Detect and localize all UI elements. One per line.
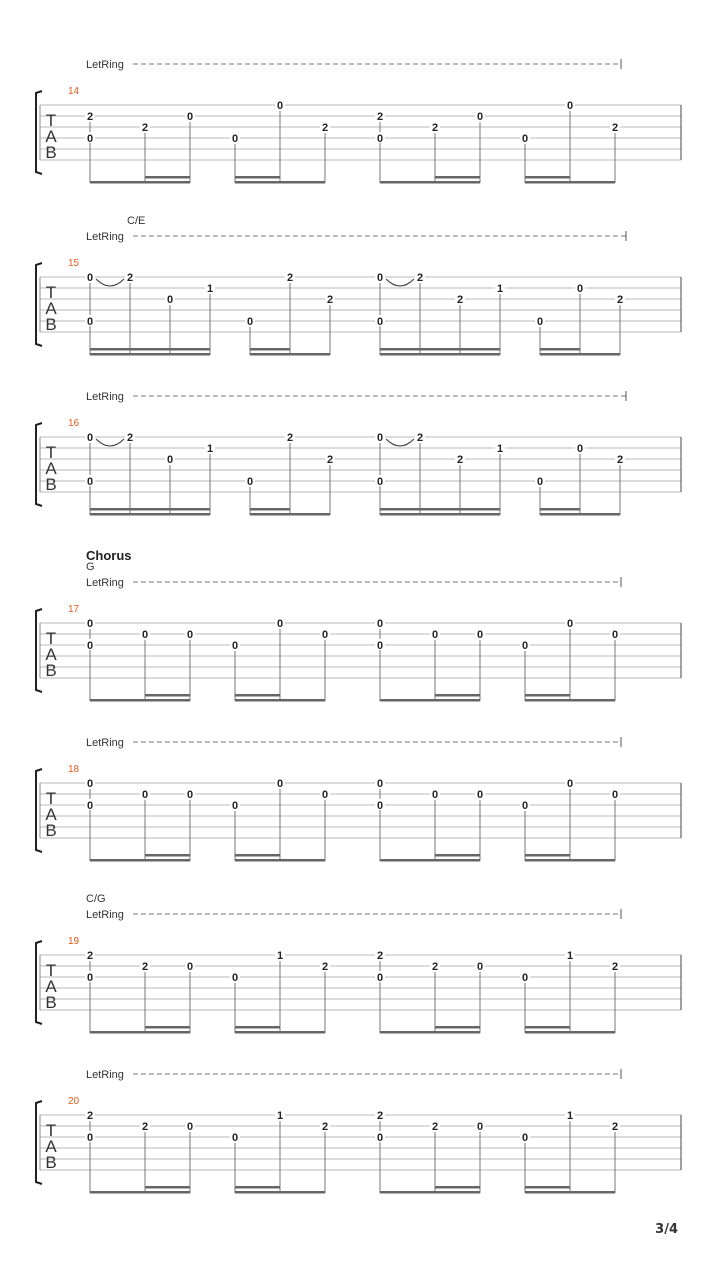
fret-number: 0 [611,789,619,801]
beam [380,1031,480,1034]
beam [235,1031,325,1034]
fret-number: 0 [376,133,384,145]
secondary-beam [250,348,290,351]
beam [540,353,620,356]
beam [525,181,615,184]
tab-letter: B [45,821,57,840]
tab-letter: T [45,1121,57,1140]
letring-label: LetRing [86,737,124,749]
fret-number: 2 [126,432,134,444]
beam [235,1191,325,1194]
fret-number: 0 [376,778,384,790]
fret-number: 0 [376,476,384,488]
letring-label: LetRing [86,909,124,921]
beam [90,859,190,862]
beam [90,1191,190,1194]
fret-number: 0 [86,1132,94,1144]
fret-number: 1 [566,950,574,962]
secondary-beam [525,176,570,179]
secondary-beam [235,1186,280,1189]
fret-number: 2 [611,122,619,134]
secondary-beam [90,348,210,351]
tab-letter: T [45,283,57,302]
secondary-beam [235,1026,280,1029]
tab-letter: B [45,143,57,162]
fret-number: 0 [536,476,544,488]
fret-number: 0 [86,618,94,630]
fret-number: 0 [86,778,94,790]
secondary-beam [525,1026,570,1029]
fret-number: 0 [476,789,484,801]
fret-number: 0 [166,294,174,306]
measure-number: 18 [68,764,80,775]
secondary-beam [250,508,290,511]
fret-number: 0 [431,629,439,641]
tab-letter: A [45,127,57,146]
tab-system [36,59,681,184]
tie-arc [96,279,124,286]
fret-number: 0 [231,133,239,145]
secondary-beam [145,176,190,179]
beam [380,181,480,184]
secondary-beam [525,854,570,857]
fret-number: 2 [376,950,384,962]
fret-number: 2 [431,961,439,973]
tab-system [36,1069,681,1194]
fret-number: 2 [611,961,619,973]
secondary-beam [145,1026,190,1029]
fret-number: 0 [86,432,94,444]
fret-number: 0 [186,1121,194,1133]
fret-number: 2 [416,272,424,284]
beam [380,1191,480,1194]
secondary-beam [145,1186,190,1189]
fret-number: 2 [611,1121,619,1133]
fret-number: 2 [141,1121,149,1133]
fret-number: 0 [536,316,544,328]
fret-number: 2 [321,1121,329,1133]
tab-letter: A [45,977,57,996]
beam [235,699,325,702]
beam [380,353,500,356]
secondary-beam [145,694,190,697]
fret-number: 0 [141,629,149,641]
fret-number: 0 [376,1132,384,1144]
fret-number: 0 [376,316,384,328]
letring-label: LetRing [86,59,124,71]
fret-number: 0 [321,789,329,801]
tab-letter: T [45,789,57,808]
secondary-beam [435,854,480,857]
fret-number: 0 [376,618,384,630]
fret-number: 2 [376,111,384,123]
tab-letter: A [45,459,57,478]
section-label: Chorus [86,548,132,563]
tie-arc [386,439,414,446]
fret-number: 0 [86,972,94,984]
fret-number: 2 [86,1110,94,1122]
fret-number: 2 [431,122,439,134]
fret-number: 1 [496,443,504,455]
tab-letter: T [45,443,57,462]
fret-number: 2 [326,454,334,466]
tie-arc [96,439,124,446]
letring-label: LetRing [86,391,124,403]
beam [525,859,615,862]
fret-number: 1 [276,950,284,962]
system-bracket [36,263,42,346]
fret-number: 1 [206,283,214,295]
fret-number: 0 [86,133,94,145]
fret-number: 0 [276,778,284,790]
fret-number: 0 [476,961,484,973]
fret-number: 0 [376,272,384,284]
tab-letter: A [45,1137,57,1156]
beam [525,1191,615,1194]
measure-number: 14 [68,86,80,97]
fret-number: 0 [431,789,439,801]
fret-number: 0 [86,640,94,652]
tab-letter: A [45,805,57,824]
fret-number: 2 [321,122,329,134]
fret-number: 2 [286,432,294,444]
secondary-beam [540,348,580,351]
fret-number: 2 [141,961,149,973]
fret-number: 0 [276,618,284,630]
fret-number: 0 [376,640,384,652]
fret-number: 0 [376,800,384,812]
measure-number: 20 [68,1096,80,1107]
fret-number: 2 [326,294,334,306]
tab-letter: T [45,629,57,648]
system-bracket [36,769,42,852]
fret-number: 0 [186,961,194,973]
fret-number: 0 [476,111,484,123]
fret-number: 0 [231,972,239,984]
tab-letter: A [45,645,57,664]
beam [90,353,210,356]
fret-number: 2 [456,454,464,466]
fret-number: 0 [376,972,384,984]
fret-number: 2 [431,1121,439,1133]
chord-name: C/G [86,893,106,905]
fret-number: 2 [126,272,134,284]
fret-number: 0 [86,272,94,284]
fret-number: 1 [206,443,214,455]
tie-arc [386,279,414,286]
fret-number: 0 [566,778,574,790]
tab-letter: B [45,1153,57,1172]
fret-number: 2 [416,432,424,444]
secondary-beam [435,1186,480,1189]
secondary-beam [525,694,570,697]
fret-number: 0 [376,432,384,444]
letring-label: LetRing [86,577,124,589]
chord-name: C/E [127,215,146,227]
tab-system [36,909,681,1034]
beam [235,859,325,862]
tab-letter: A [45,299,57,318]
tab-system [36,737,681,862]
beam [90,513,210,516]
fret-number: 0 [231,640,239,652]
secondary-beam [435,176,480,179]
letring-label: LetRing [86,231,124,243]
fret-number: 0 [476,1121,484,1133]
secondary-beam [145,854,190,857]
secondary-beam [235,176,280,179]
system-bracket [36,609,42,692]
beam [380,859,480,862]
fret-number: 2 [86,111,94,123]
tab-letter: B [45,661,57,680]
system-bracket [36,91,42,174]
tab-letter: B [45,315,57,334]
chord-name: G [86,561,95,573]
fret-number: 0 [186,111,194,123]
fret-number: 0 [86,800,94,812]
fret-number: 2 [321,961,329,973]
fret-number: 0 [476,629,484,641]
tab-system [36,231,681,356]
fret-number: 0 [521,640,529,652]
fret-number: 0 [231,1132,239,1144]
tab-system [36,577,681,702]
fret-number: 0 [276,100,284,112]
tab-letter: T [45,111,57,130]
fret-number: 2 [376,1110,384,1122]
beam [90,699,190,702]
secondary-beam [435,694,480,697]
system-bracket [36,1101,42,1184]
fret-number: 0 [231,800,239,812]
fret-number: 0 [521,133,529,145]
fret-number: 1 [496,283,504,295]
measure-number: 15 [68,258,80,269]
beam [380,699,480,702]
fret-number: 2 [86,950,94,962]
secondary-beam [235,854,280,857]
system-bracket [36,941,42,1024]
fret-number: 1 [566,1110,574,1122]
beam [250,513,330,516]
fret-number: 0 [86,476,94,488]
fret-number: 1 [276,1110,284,1122]
letring-label: LetRing [86,1069,124,1081]
fret-number: 2 [616,454,624,466]
beam [525,1031,615,1034]
fret-number: 0 [186,789,194,801]
fret-number: 2 [141,122,149,134]
secondary-beam [525,1186,570,1189]
tab-system [36,391,681,516]
secondary-beam [90,508,210,511]
beam [235,181,325,184]
page-number: 3/4 [655,1222,678,1237]
beam [540,513,620,516]
beam [250,353,330,356]
fret-number: 0 [246,316,254,328]
fret-number: 0 [566,100,574,112]
beam [90,1031,190,1034]
secondary-beam [235,694,280,697]
measure-number: 17 [68,604,80,615]
beam [380,513,500,516]
fret-number: 0 [521,800,529,812]
measure-number: 19 [68,936,80,947]
fret-number: 2 [616,294,624,306]
fret-number: 0 [576,443,584,455]
fret-number: 0 [141,789,149,801]
beam [525,699,615,702]
fret-number: 2 [286,272,294,284]
fret-number: 0 [321,629,329,641]
measure-number: 16 [68,418,80,429]
fret-number: 0 [246,476,254,488]
secondary-beam [380,508,500,511]
fret-number: 0 [521,1132,529,1144]
tab-letter: B [45,475,57,494]
secondary-beam [435,1026,480,1029]
secondary-beam [380,348,500,351]
fret-number: 0 [86,316,94,328]
system-bracket [36,423,42,506]
beam [90,181,190,184]
fret-number: 0 [166,454,174,466]
fret-number: 0 [576,283,584,295]
secondary-beam [540,508,580,511]
fret-number: 0 [186,629,194,641]
fret-number: 0 [611,629,619,641]
tab-letter: B [45,993,57,1012]
fret-number: 0 [521,972,529,984]
tab-letter: T [45,961,57,980]
fret-number: 2 [456,294,464,306]
fret-number: 0 [566,618,574,630]
